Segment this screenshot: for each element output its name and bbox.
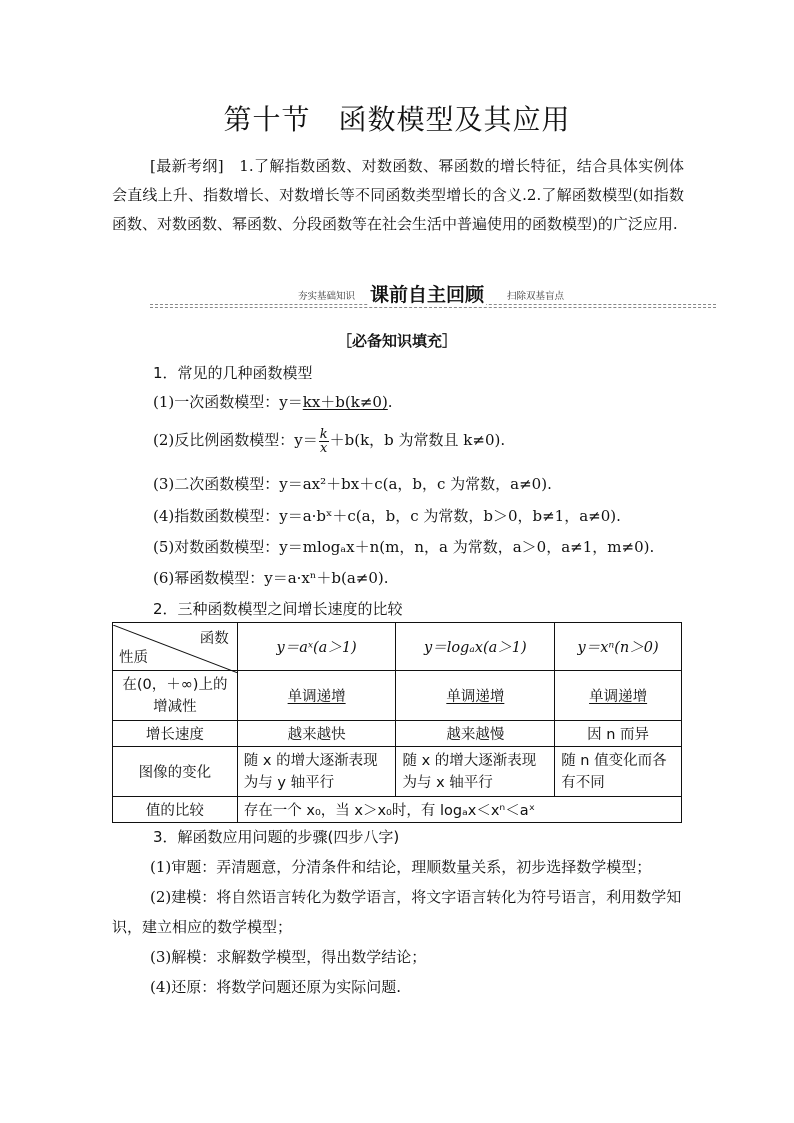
list-item: (1)审题：弄清题意，分清条件和结论，理顺数量关系，初步选择数学模型；: [150, 858, 652, 876]
corner-cell: 函数 性质: [113, 623, 238, 671]
steps-heading: 3．解函数应用问题的步骤(四步八字): [153, 828, 400, 846]
fraction-k-over-x: $\frac{k}{x}$: [319, 426, 328, 456]
syllabus-paragraph: [最新考纲] 1.了解指数函数、对数函数、幂函数的增长特征，结合具体实例体会直线上升、指数增长、对数增长等不同函数类型增长的含义.2.了解函数模型(如指数函数、对数函数、幂函数、分段函数等在社会生活中普遍使用的函数模型)的广泛应用.: [112, 157, 684, 233]
section-banner: [150, 280, 716, 310]
compare-heading: 2．三种函数模型之间增长速度的比较: [153, 600, 403, 618]
row-label-monotonic: 在(0，＋∞)上的增减性: [113, 671, 238, 721]
row-label-speed: 增长速度: [113, 721, 238, 747]
model-power: (6)幂函数模型：y＝a·xⁿ＋b(a≠0).: [153, 569, 389, 587]
section-name: 函数模型及其应用: [338, 103, 571, 136]
header-exponential: y＝aˣ(a＞1): [237, 623, 396, 671]
steps-list: [112, 852, 684, 1002]
header-power: y＝xⁿ(n＞0): [555, 623, 682, 671]
banner-right-text: 扫除双基盲点: [507, 291, 565, 302]
comparison-table: [112, 622, 682, 823]
model-linear: (1)一次函数模型：y＝kx＋b(k≠0).: [153, 393, 393, 411]
model-exponential: (4)指数函数模型：y＝a·bˣ＋c(a，b，c 为常数，b＞0，b≠1，a≠0).: [153, 507, 621, 525]
banner-left-text: 夯实基础知识: [298, 291, 356, 302]
list-item: (2)建模：将自然语言转化为数学语言，将文字语言转化为符号语言，利用数学知识，建立相应的数学模型；: [112, 888, 682, 936]
header-logarithmic: y＝logₐx(a＞1): [396, 623, 555, 671]
list-item: (3)解模：求解数学模型，得出数学结论；: [150, 948, 427, 966]
row-label-graph: 图像的变化: [113, 747, 238, 797]
model-quadratic: (3)二次函数模型：y＝ax²＋bx＋c(a，b，c 为常数，a≠0).: [153, 475, 552, 493]
table-row: 图像的变化 随 x 的增大逐渐表现为与 y 轴平行 随 x 的增大逐渐表现为与 x 轴平行 随 n 值变化而各有不同: [113, 747, 682, 797]
list-item: (4)还原：将数学问题还原为实际问题.: [150, 978, 402, 996]
table-header-row: [113, 623, 682, 671]
knowledge-section-title: ［必备知识填充］: [336, 332, 457, 350]
value-comparison-text: 存在一个 x₀，当 x＞x₀时，有 logₐx＜xⁿ＜aˣ: [237, 797, 681, 823]
model-inverse: (2)反比例函数模型：y＝ $\frac{k}{x}$ ＋b(k，b 为常数且 k≠0).: [153, 426, 506, 456]
model-logarithmic: (5)对数函数模型：y＝mlogₐx＋n(m，n，a 为常数，a＞0，a≠1，m≠0).: [153, 538, 655, 556]
table-row: [113, 797, 682, 823]
linear-formula: kx＋b(k≠0): [302, 393, 388, 411]
section-number: 第十节: [223, 103, 311, 136]
page-title: [0, 98, 794, 138]
table-row: 在(0，＋∞)上的增减性 单调递增 单调递增 单调递增: [113, 671, 682, 721]
banner-title: 课前自主回顾: [368, 280, 486, 307]
row-label-value: 值的比较: [113, 797, 238, 823]
table-row: 增长速度 越来越快 越来越慢 因 n 而异: [113, 721, 682, 747]
models-heading: 1．常见的几种函数模型: [153, 364, 313, 382]
